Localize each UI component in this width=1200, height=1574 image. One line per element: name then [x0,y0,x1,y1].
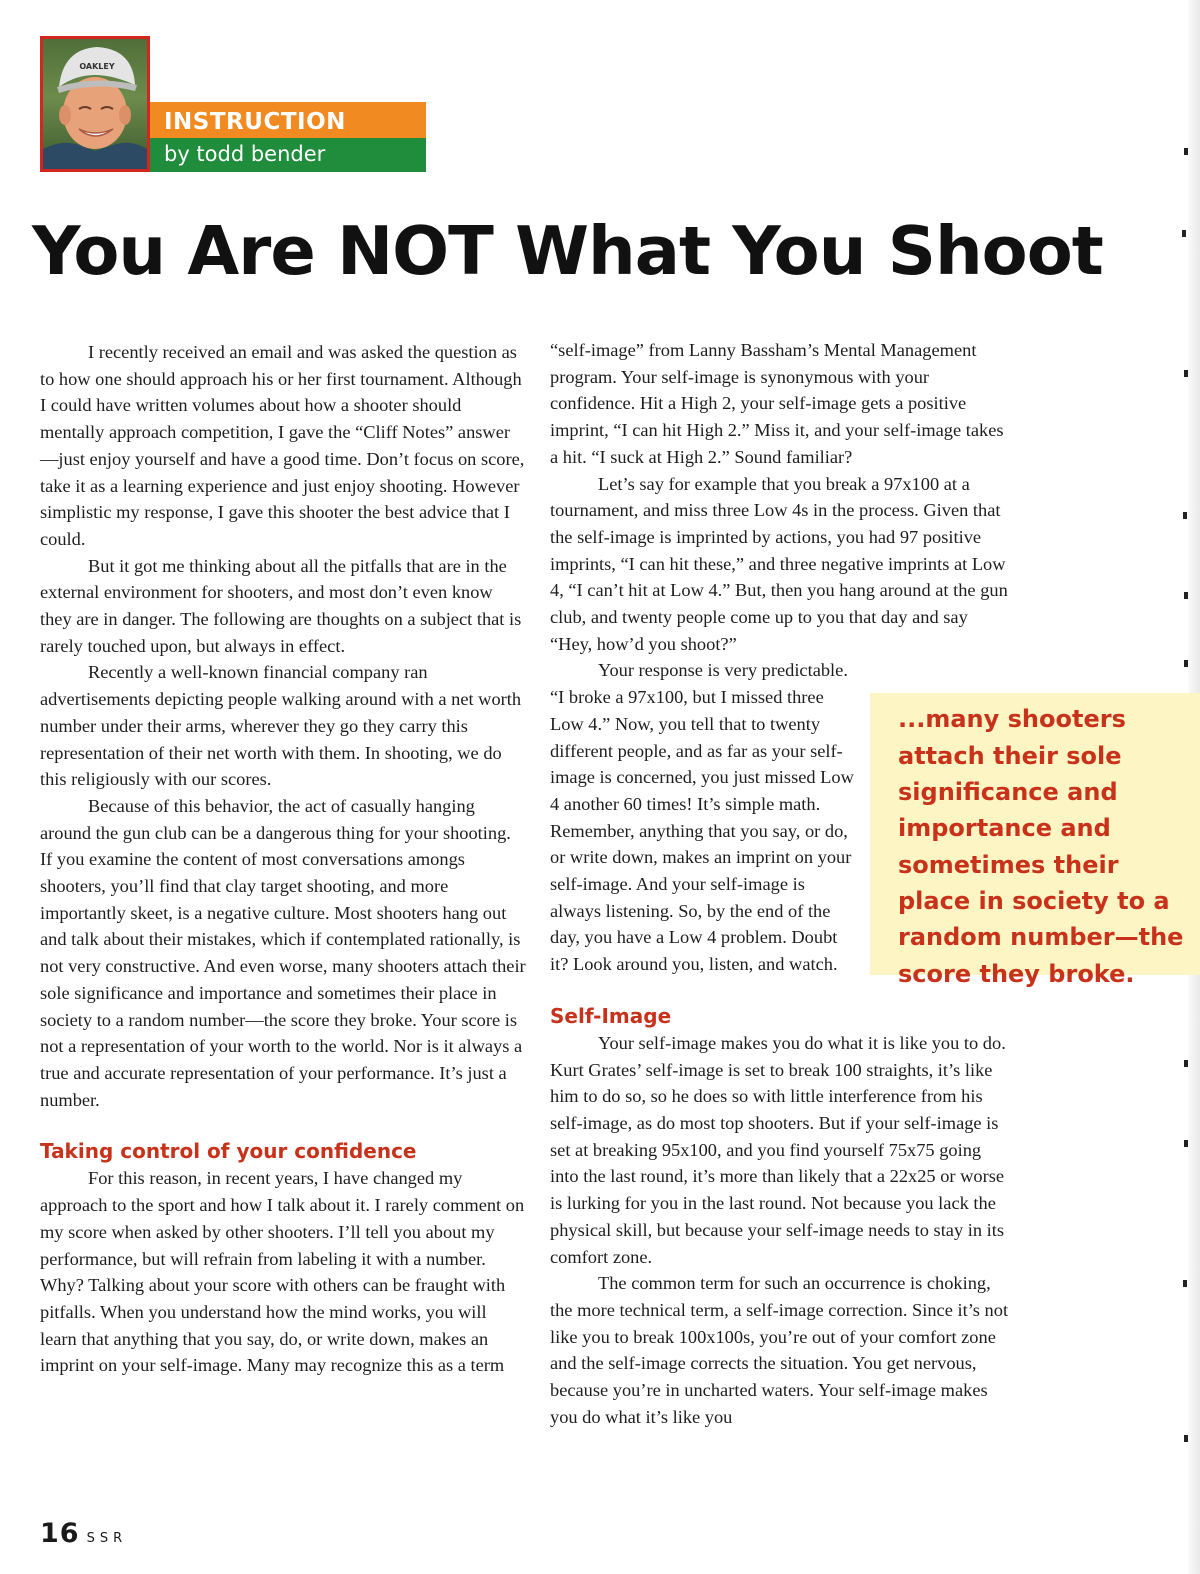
paragraph: Your self-image makes you do what it is like you to do. Kurt Grates’ self-image is set to break 100 straights, it’s like him to do so, so he does so with little interference from his self-image, as do most top shooters. But if your self-image is set at breaking 95x100, and you find yourself 75x75 going into the last round, it’s more than likely that a 22x25 or worse is lurking for you in the last round. Not because you lack the physical skill, but because your self-image needs to stay in its comfort zone. [550,1032,1006,1267]
paragraph-with-pullquote [550,657,1184,988]
pull-quote-text: ...many shooters attach their sole significance and importance and sometimes their place in society to a random number—the score they broke. [898,705,1184,988]
edge-mark [1184,1435,1188,1442]
edge-mark [1184,1140,1188,1147]
author-photo [40,36,150,172]
paragraph: Recently a well-known financial company ran advertisements depicting people walking around with a net worth number under their arms, wherever they go they carry this representation of their net worth with them. In shooting, we do this religiously with our scores. [40,662,522,790]
cap-logo-text: OAKLEY [79,62,115,71]
edge-mark [1184,370,1188,377]
section-label: INSTRUCTION [150,102,426,138]
right-column [550,337,1184,1430]
edge-mark [1182,230,1186,237]
author-byline: by todd bender [150,138,426,172]
paragraph: The common term for such an occurrence is choking, the more technical term, a self-image correction. Since it’s not like you to break 100x100s, you’re out of your comfort zone and the self-image corrects the situation. You get nervous, because you’re in uncharted waters. Your self-image makes you do what it’s like you [550,1273,1009,1427]
paragraph: For this reason, in recent years, I have changed my approach to the sport and how I talk about it. I rarely comment on my score when asked by other shooters. I’ll tell you about my performance, but will refrain from labeling it with a number. Why? Talking about your score with others can be fraught with pitfalls. When you understand how the mind works, you will learn that anything that you say, do, or write down, makes an imprint on your self-image. Many may recognize this as a term [40,1168,525,1376]
page-footer [40,1518,127,1549]
pull-quote [870,693,1200,988]
article-headline: You Are NOT What You Shoot [32,212,1103,290]
paragraph: “self-image” from Lanny Bassham’s Mental Management program. Your self-image is synonymous with your confidence. Hit a High 2, your self-image gets a positive imprint, “I can hit High 2.” Miss it, and your self-image takes a hit. “I suck at High 2.” Sound familiar? [550,340,1004,467]
edge-mark [1184,1060,1188,1067]
left-column [40,339,527,1379]
page-number: 16 [40,1518,80,1549]
paragraph: But it got me thinking about all the pitfalls that are in the external environment for shooters, and most don’t even know they are in danger. The following are thoughts on a subject that is rarely touched upon, but always in effect. [40,555,522,656]
paragraph: Let’s say for example that you break a 97x100 at a tournament, and miss three Low 4s in the process. Given that the self-image is imprinted by actions, you had 97 positive imprints, “I can hit these,” and three negative imprints at Low 4, “I can’t hit at Low 4.” But, then you hang around at the gun club, and twenty people come up to you that day and say “Hey, how’d you shoot?” [550,473,1008,654]
edge-mark [1183,512,1187,519]
subhead-self-image: Self-Image [550,1003,672,1028]
paragraph: I recently received an email and was asked the question as to how one should approach his or her first tournament. Although I could have written volumes about how a shooter should mentally approach competition, I gave the “Cliff Notes” answer—just enjoy yourself and have a good time. Don’t focus on score, take it as a learning experience and just enjoy shooting. However simplistic my response, I gave this shooter the best advice that I could. [40,342,525,549]
edge-mark [1184,660,1188,667]
magazine-name: SSR [86,1531,128,1546]
paragraph: Because of this behavior, the act of casually hanging around the gun club can be a dangerous thing for your shooting. If you examine the content of most conversations amongs shooters, you’ll find that clay target shooting, and more importantly skeet, is a negative culture. Most shooters hang out and talk about their mistakes, which if contemplated rationally, is not very constructive. And even worse, many shooters attach their sole significance and importance and sometimes their place in society to a random number—the score they broke. Your score is not a representation of your worth to the world. Nor is it always a true and accurate representation of your performance. It’s just a number. [40,795,526,1110]
subhead-confidence: Taking control of your confidence [40,1139,417,1164]
edge-mark [1183,1280,1187,1287]
paragraph-text: Your response is very predictable. “I broke a 97x100, but I missed three Low 4.” Now, you tell that to twenty different people, and as far as your self-image is concerned, you just missed Low 4 another 60 times! It’s simple math. Remember, anything that you say, or do, or write down, makes an imprint on your self-image. And your self-image is always listening. So, by the end of the day, you have a Low 4 problem. Doubt it? Look around you, listen, and watch. [550,660,854,975]
edge-mark [1184,148,1188,155]
edge-mark [1184,592,1188,599]
